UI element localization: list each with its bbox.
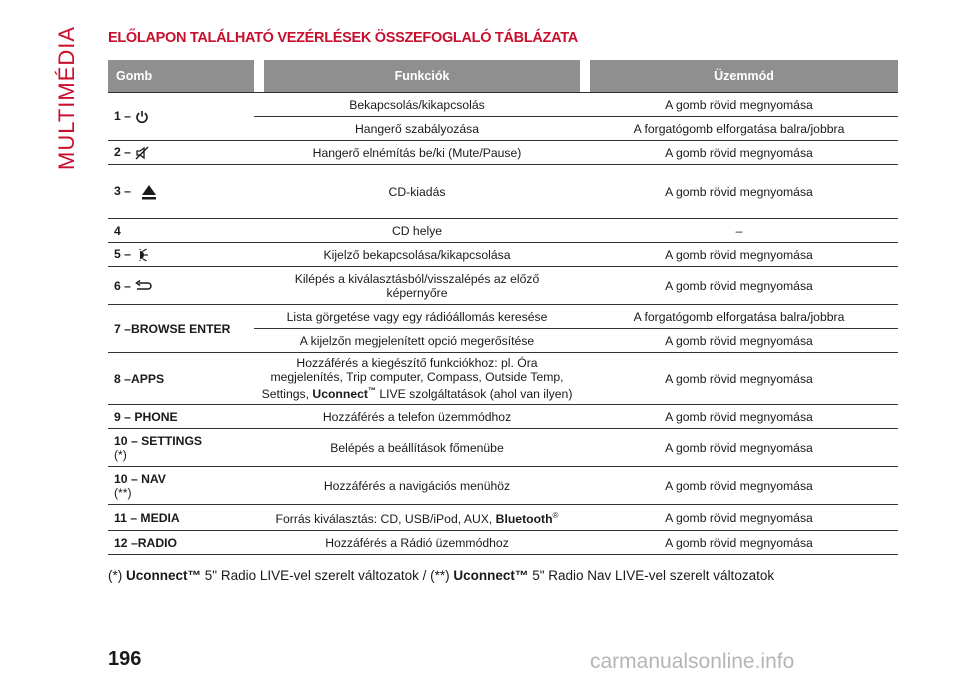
function-cell: Lista görgetése vagy egy rádióállomás keresése xyxy=(254,305,580,329)
mute-icon xyxy=(135,146,149,160)
button-cell: 5 – xyxy=(108,243,254,267)
mode-cell: A gomb rövid megnyomása xyxy=(580,243,898,267)
mode-cell: – xyxy=(580,219,898,243)
function-cell: Hozzáférés a navigációs menühöz xyxy=(254,467,580,505)
function-cell: Hozzáférés a telefon üzemmódhoz xyxy=(254,405,580,429)
function-cell: Bekapcsolás/kikapcsolás xyxy=(254,93,580,117)
table-row xyxy=(108,505,898,531)
page-title: ELŐLAPON TALÁLHATÓ VEZÉRLÉSEK ÖSSZEFOGLALÓ TÁBLÁZATA xyxy=(108,30,578,46)
mode-cell: A gomb rövid megnyomása xyxy=(580,405,898,429)
mode-cell: A gomb rövid megnyomása xyxy=(580,329,898,353)
mode-cell: A gomb rövid megnyomása xyxy=(580,267,898,305)
mode-cell: A gomb rövid megnyomása xyxy=(580,429,898,467)
eject-icon xyxy=(140,183,158,201)
back-icon xyxy=(135,280,153,292)
function-cell: Hangerő elnémítás be/ki (Mute/Pause) xyxy=(254,141,580,165)
footnote-marker: (**) xyxy=(114,485,132,500)
function-cell: CD helye xyxy=(254,219,580,243)
table-row xyxy=(108,165,898,219)
table-row xyxy=(108,219,898,243)
header-funkciok: Funkciók xyxy=(264,60,580,93)
power-icon xyxy=(135,110,149,124)
table-row xyxy=(108,93,898,117)
function-cell: Kilépés a kiválasztásból/visszalépés az előző képernyőre xyxy=(254,267,580,305)
table-row xyxy=(108,141,898,165)
table-row xyxy=(108,243,898,267)
mode-cell: A forgatógomb elforgatása balra/jobbra xyxy=(580,305,898,329)
mode-cell: A gomb rövid megnyomása xyxy=(580,467,898,505)
table-footnote: (*) Uconnect™ 5" Radio LIVE-vel szerelt változatok / (**) Uconnect™ 5" Radio Nav LIVE-vel szerelt változatok xyxy=(108,568,775,583)
table-row xyxy=(108,429,898,467)
brand-bluetooth: Bluetooth xyxy=(495,512,553,527)
function-cell: Belépés a beállítások főmenübe xyxy=(254,429,580,467)
function-cell: Hangerő szabályozása xyxy=(254,117,580,141)
table-header-row xyxy=(108,60,898,93)
header-gomb: Gomb xyxy=(108,60,254,93)
mode-cell: A forgatógomb elforgatása balra/jobbra xyxy=(580,117,898,141)
brand-uconnect: Uconnect xyxy=(312,387,368,402)
side-section-label: MULTIMÉDIA xyxy=(54,25,79,170)
function-cell: Kijelző bekapcsolása/kikapcsolása xyxy=(254,243,580,267)
button-cell: 11 – MEDIA xyxy=(108,505,254,531)
table-row xyxy=(108,405,898,429)
header-uzemmod: Üzemmód xyxy=(590,60,898,93)
button-cell: 4 xyxy=(108,219,254,243)
mode-cell: A gomb rövid megnyomása xyxy=(580,93,898,117)
button-cell: 12 –RADIO xyxy=(108,531,254,555)
table-row xyxy=(108,353,898,405)
table-row xyxy=(108,267,898,305)
button-cell: 9 – PHONE xyxy=(108,405,254,429)
controls-table xyxy=(108,60,898,555)
mode-cell: A gomb rövid megnyomása xyxy=(580,531,898,555)
mode-cell: A gomb rövid megnyomása xyxy=(580,353,898,405)
mode-cell: A gomb rövid megnyomása xyxy=(580,165,898,219)
function-cell: Hozzáférés a kiegészítő funkciókhoz: pl. Óra megjelenítés, Trip computer, Compass, Outside Temp, Settings, Uconnect™ LIVE szolgáltatások (ahol van ilyen) xyxy=(254,353,580,405)
button-cell: 10 – NAV (**) xyxy=(108,467,254,505)
footnote-marker: (*) xyxy=(114,447,127,462)
function-cell: Hozzáférés a Rádió üzemmódhoz xyxy=(254,531,580,555)
function-cell: CD-kiadás xyxy=(254,165,580,219)
table-row xyxy=(108,531,898,555)
button-cell: 3 – xyxy=(108,165,254,219)
mode-cell: A gomb rövid megnyomása xyxy=(580,141,898,165)
watermark: carmanualsonline.info xyxy=(590,650,795,673)
table-row xyxy=(108,305,898,329)
button-cell: 2 – xyxy=(108,141,254,165)
function-cell: A kijelzőn megjelenített opció megerősítése xyxy=(254,329,580,353)
mode-cell: A gomb rövid megnyomása xyxy=(580,505,898,531)
button-cell: 7 –BROWSE ENTER xyxy=(108,305,254,353)
function-cell: Forrás kiválasztás: CD, USB/iPod, AUX, Bluetooth® xyxy=(254,505,580,531)
page-number: 196 xyxy=(108,648,142,670)
table-row xyxy=(108,467,898,505)
button-cell: 8 –APPS xyxy=(108,353,254,405)
button-cell: 10 – SETTINGS (*) xyxy=(108,429,254,467)
display-brightness-icon xyxy=(135,248,149,262)
button-cell: 6 – xyxy=(108,267,254,305)
button-cell: 1 – xyxy=(108,93,254,141)
